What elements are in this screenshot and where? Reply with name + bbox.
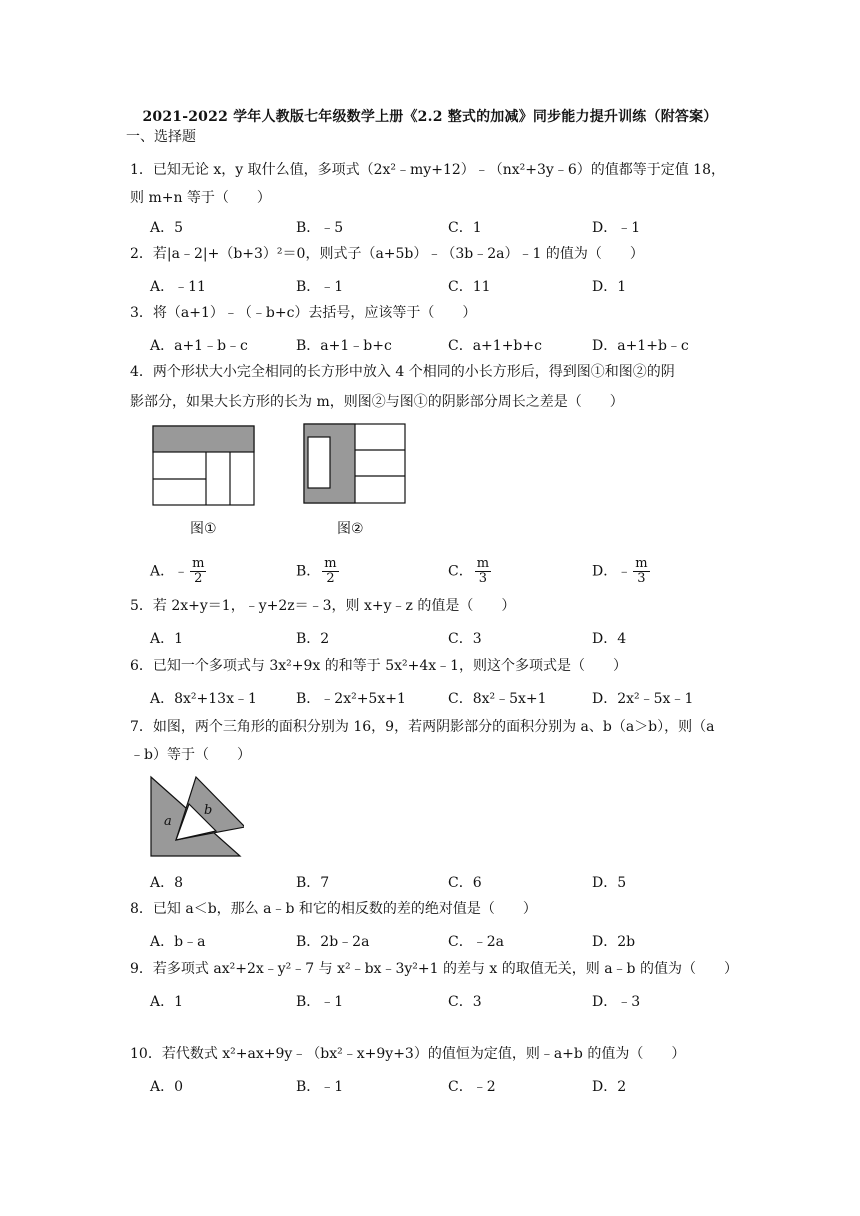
question-7-options — [150, 872, 740, 894]
option-d[interactable]: D．5 — [592, 875, 627, 891]
option-a[interactable]: A．0 — [150, 1079, 184, 1095]
option-b[interactable]: B．﹣1 — [296, 279, 344, 295]
page-title: 2021-2022 学年人教版七年级数学上册《2.2 整式的加减》同步能力提升训练（附答案） — [142, 109, 718, 125]
option-d[interactable]: D．2b — [592, 934, 636, 950]
option-c[interactable]: C． $\frac{m}{3}$ — [448, 556, 490, 586]
question-6-line-1: 6．已知一个多项式与 3x²+9x 的和等于 5x²+4x﹣1，则这个多项式是（ ） — [130, 658, 628, 674]
question-3-line-1: 3．将（a+1）﹣（﹣b+c）去括号，应该等于（ ） — [130, 305, 477, 321]
option-b[interactable]: B．a+1﹣b+c — [296, 338, 392, 354]
figure-2-caption: 图② — [337, 521, 364, 537]
option-d[interactable]: D．1 — [592, 279, 627, 295]
option-a[interactable]: A．a+1﹣b﹣c — [150, 338, 248, 354]
question-7-line-2: ﹣b）等于（ ） — [130, 747, 251, 763]
option-d[interactable]: D．a+1+b﹣c — [592, 338, 689, 354]
question-9-options — [150, 991, 740, 1013]
option-d[interactable]: D．﹣3 — [592, 994, 641, 1010]
option-b[interactable]: B．2 — [296, 631, 330, 647]
option-d[interactable]: D．﹣ $\frac{m}{3}$ — [592, 556, 648, 586]
option-d[interactable]: D．4 — [592, 631, 627, 647]
option-a[interactable]: A．b﹣a — [150, 934, 206, 950]
option-c[interactable]: C．6 — [448, 875, 482, 891]
option-a[interactable]: A．﹣ $\frac{m}{2}$ — [150, 556, 205, 586]
question-4-options — [150, 555, 740, 591]
option-b[interactable]: B．﹣1 — [296, 1079, 344, 1095]
option-c[interactable]: C．3 — [448, 631, 482, 647]
option-c[interactable]: C．8x²﹣5x+1 — [448, 691, 547, 707]
option-d[interactable]: D．2x²﹣5x﹣1 — [592, 691, 694, 707]
option-c[interactable]: C．1 — [448, 220, 482, 236]
option-d[interactable]: D．2 — [592, 1079, 627, 1095]
option-c[interactable]: C．11 — [448, 279, 491, 295]
figure-1-caption: 图① — [190, 521, 217, 537]
question-10-line-1: 10．若代数式 x²+ax+9y﹣（bx²﹣x+9y+3）的值恒为定值，则﹣a+b 的值为（ ） — [130, 1046, 686, 1062]
option-a[interactable]: A．8 — [150, 875, 184, 891]
question-3-options — [150, 335, 740, 357]
option-b[interactable]: B．7 — [296, 875, 330, 891]
question-4-line-2: 影部分，如果大长方形的长为 m，则图②与图①的阴影部分周长之差是（ ） — [130, 394, 624, 410]
option-c[interactable]: C．3 — [448, 994, 482, 1010]
question-8-line-1: 8．已知 a＜b，那么 a﹣b 和它的相反数的差的绝对值是（ ） — [130, 901, 537, 917]
option-c[interactable]: C．﹣2 — [448, 1079, 496, 1095]
label-a: a — [164, 814, 172, 829]
option-b[interactable]: B．2b﹣2a — [296, 934, 370, 950]
option-b[interactable]: B．﹣1 — [296, 994, 344, 1010]
label-b: b — [204, 803, 213, 818]
question-2-line-1: 2．若|a﹣2|+（b+3）²＝0，则式子（a+5b）﹣（3b﹣2a）﹣1 的值为（ ） — [130, 246, 644, 262]
question-9-line-1: 9．若多项式 ax²+2x﹣y²﹣7 与 x²﹣bx﹣3y²+1 的差与 x 的取值无关，则 a﹣b 的值为（ ） — [130, 961, 738, 977]
option-a[interactable]: A．1 — [150, 631, 184, 647]
question-1-options — [150, 217, 740, 239]
option-a[interactable]: A．5 — [150, 220, 184, 236]
option-d[interactable]: D．﹣1 — [592, 220, 641, 236]
question-1-line-2: 则 m+n 等于（ ） — [130, 190, 271, 206]
question-6-options — [150, 688, 740, 710]
question-5-line-1: 5．若 2x+y＝1，﹣y+2z＝﹣3，则 x+y﹣z 的值是（ ） — [130, 598, 516, 614]
figure-2 — [303, 423, 407, 505]
question-2-options — [150, 276, 740, 298]
option-c[interactable]: C．﹣2a — [448, 934, 504, 950]
question-8-options — [150, 931, 740, 953]
option-b[interactable]: B．﹣2x²+5x+1 — [296, 691, 406, 707]
option-a[interactable]: A．8x²+13x﹣1 — [150, 691, 257, 707]
question-4-line-1: 4．两个形状大小完全相同的长方形中放入 4 个相同的小长方形后，得到图①和图②的阴 — [130, 364, 675, 380]
question-7-line-1: 7．如图，两个三角形的面积分别为 16，9，若两阴影部分的面积分别为 a、b（a＞b），则（a — [130, 719, 715, 735]
figure-1-shaded-region — [153, 426, 254, 452]
question-10-options — [150, 1076, 740, 1098]
figure-1 — [152, 425, 256, 507]
option-a[interactable]: A．1 — [150, 994, 184, 1010]
question-5-options — [150, 628, 740, 650]
option-b[interactable]: B． $\frac{m}{2}$ — [296, 556, 337, 586]
question-1-line-1: 1．已知无论 x，y 取什么值，多项式（2x²﹣my+12）﹣（nx²+3y﹣6）的值都等于定值 18， — [130, 162, 725, 178]
figure-triangles — [148, 774, 244, 858]
section-heading: 一、选择题 — [126, 129, 196, 145]
option-c[interactable]: C．a+1+b+c — [448, 338, 542, 354]
option-b[interactable]: B．﹣5 — [296, 220, 344, 236]
option-a[interactable]: A．﹣11 — [150, 279, 206, 295]
